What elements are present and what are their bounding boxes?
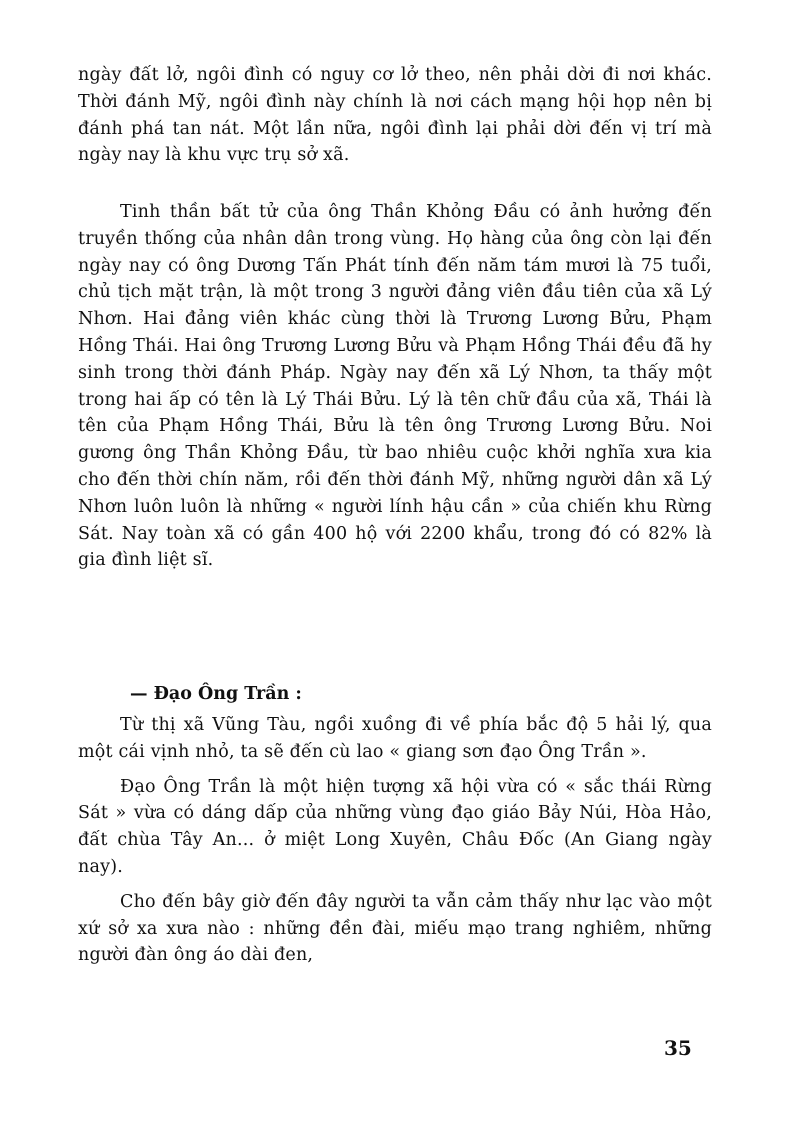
paragraph-cho-den-bay-gio: Cho đến bây giờ đến đây người ta vẫn cảm thấy như lạc vào một xứ sở xa xưa nào : những đền đài, miếu mạo trang nghiêm, những người đàn ông áo dài đen, xyxy=(78,891,712,966)
paragraph-dao-ong-tran: Đạo Ông Trần là một hiện tượng xã hội vừa có « sắc thái Rừng Sát » vừa có dáng dấp của những vùng đạo giáo Bảy Núi, Hòa Hảo, đất chùa Tây An... ở miệt Long Xuyên, Châu Đốc (An Giang ngày nay). xyxy=(78,776,712,877)
section-heading: — Đạo Ông Trần : xyxy=(130,684,302,704)
paragraph-than-khong-dau: Tinh thần bất tử của ông Thần Khỏng Đầu có ảnh hưởng đến truyền thống của nhân dân trong vùng. Họ hàng của ông còn lại đến ngày nay có ông Dương Tấn Phát tính đến năm tám mươi là 75 tuổi, chủ tịch mặt trận, là một trong 3 người đảng viên đầu tiên của xã Lý Nhơn. Hai đảng viên khác cùng thời là Trương Lương Bửu, Phạm Hồng Thái. Hai ông Trương Lương Bửu và Phạm Hồng Thái đều đã hy sinh trong thời đánh Pháp. Ngày nay đến xã Lý Nhơn, ta thấy một trong hai ấp có tên là Lý Thái Bửu. Lý là tên chữ đầu của xã, Thái là tên của Phạm Hồng Thái, Bửu là tên ông Trương Lương Bửu. Noi gương ông Thần Khỏng Đầu, từ bao nhiêu cuộc khởi nghĩa xưa kia cho đến thời chín năm, rồi đến thời đánh Mỹ, những người dân xã Lý Nhơn luôn luôn là những « người lính hậu cần » của chiến khu Rừng Sát. Nay toàn xã có gần 400 hộ với 2200 khẩu, trong đó có 82% là gia đình liệt sĩ. xyxy=(78,202,712,571)
bottom-text-block xyxy=(78,712,712,969)
paragraph-continuation: ngày đất lở, ngôi đình có nguy cơ lở theo, nên phải dời đi nơi khác. Thời đánh Mỹ, ngôi đình này chính là nơi cách mạng hội họp nên bị đánh phá tan nát. Một lần nữa, ngôi đình lại phải dời đến vị trí mà ngày nay là khu vực trụ sở xã. xyxy=(78,65,712,166)
paragraph-vung-tau: Từ thị xã Vũng Tàu, ngồi xuồng đi về phía bắc độ 5 hải lý, qua một cái vịnh nhỏ, ta sẽ đến cù lao « giang sơn đạo Ông Trần ». xyxy=(78,715,712,762)
middle-text-block xyxy=(78,199,712,574)
page-number: 35 xyxy=(664,1036,692,1060)
top-text-block xyxy=(78,62,712,169)
